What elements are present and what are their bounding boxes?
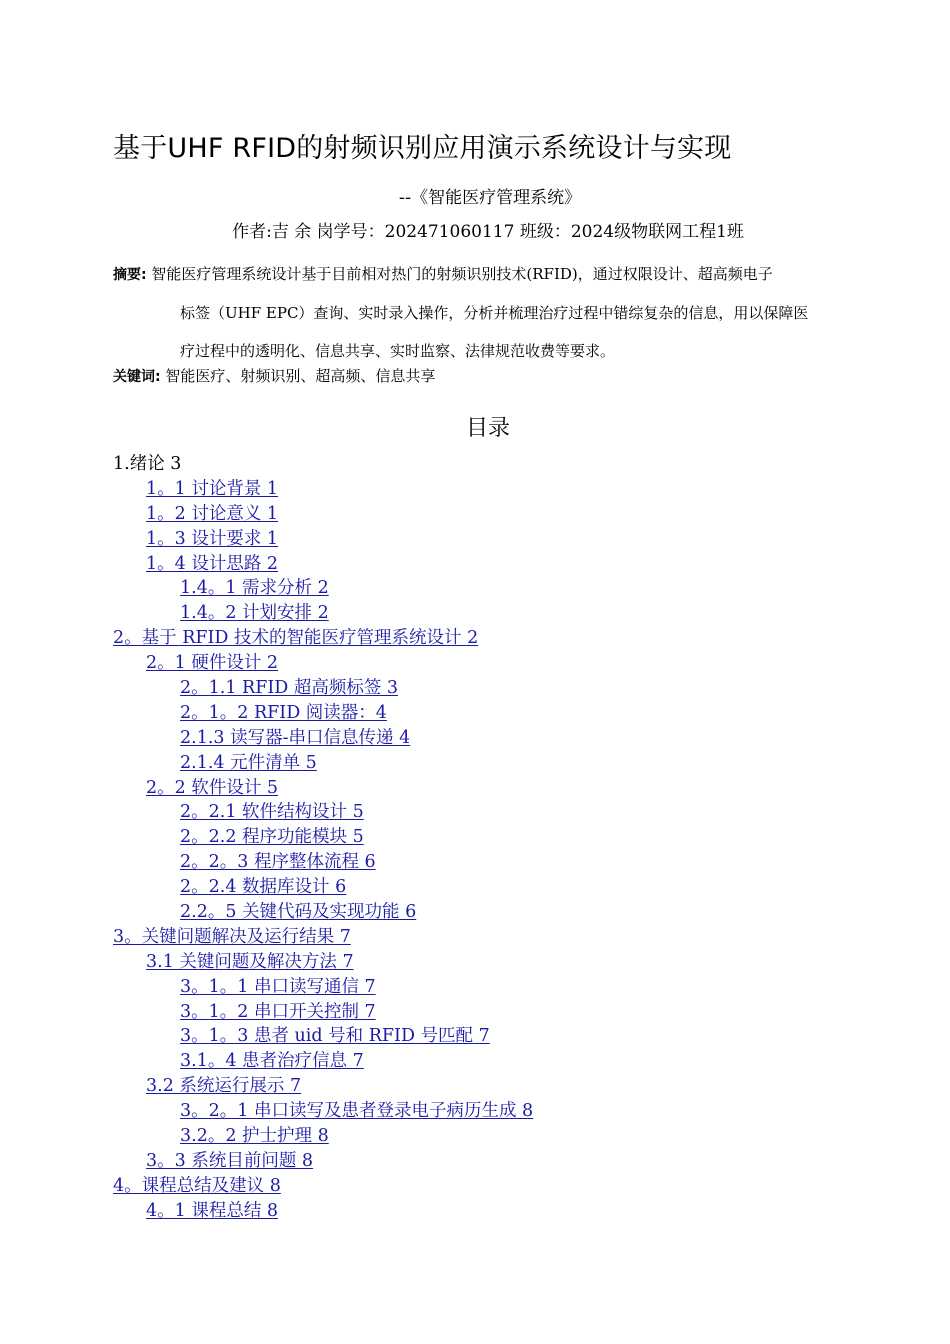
toc-link[interactable]: 2。2。3 程序整体流程 6: [180, 852, 376, 873]
toc-link[interactable]: 3.1。4 患者治疗信息 7: [180, 1051, 364, 1072]
toc-entry: [113, 875, 873, 900]
toc-link[interactable]: 1。1 讨论背景 1: [146, 478, 279, 499]
toc-link[interactable]: 2。1。2 RFID 阅读器：4: [180, 702, 387, 723]
toc-link[interactable]: 3。1。1 串口读写通信 7: [180, 976, 376, 997]
abstract-text-1: 智能医疗管理系统设计基于目前相对热门的射频识别技术(RFID)，通过权限设计、超高频电子: [151, 265, 773, 283]
abstract-line-2: 标签（UHF EPC）查询、实时录入操作，分析并梳理治疗过程中错综复杂的信息，用以保障医: [180, 304, 809, 322]
toc-entry: [113, 1000, 873, 1025]
toc-entry: [113, 527, 873, 552]
abstract-block: [113, 255, 865, 370]
toc-link[interactable]: 3.2 系统运行展示 7: [146, 1076, 302, 1097]
toc-entry: [113, 751, 873, 776]
toc-link[interactable]: 3。2。1 串口读写及患者登录电子病历生成 8: [180, 1101, 534, 1122]
toc-link[interactable]: 3。3 系统目前问题 8: [146, 1150, 314, 1171]
toc-link[interactable]: 3.2。2 护士护理 8: [180, 1126, 329, 1147]
toc-entry: [113, 1124, 873, 1149]
toc-link[interactable]: 1.4。2 计划安排 2: [180, 603, 329, 624]
abstract-line-3: 疗过程中的透明化、信息共享、实时监察、法律规范收费等要求。: [180, 342, 616, 360]
toc-entry: [113, 850, 873, 875]
toc-entry: [113, 800, 873, 825]
toc-entry: [113, 477, 873, 502]
toc-entry: [113, 900, 873, 925]
toc-entry: [113, 701, 873, 726]
toc-link[interactable]: 2。基于 RFID 技术的智能医疗管理系统设计 2: [113, 628, 479, 649]
toc-entry: [113, 1074, 873, 1099]
toc-link[interactable]: 2。1 硬件设计 2: [146, 653, 279, 674]
toc-entry: [113, 1149, 873, 1174]
toc-entry: [113, 925, 873, 950]
toc-entry: [113, 1199, 873, 1224]
toc-link[interactable]: 2。2.4 数据库设计 6: [180, 877, 347, 898]
toc-link[interactable]: 3。1。2 串口开关控制 7: [180, 1001, 376, 1022]
table-of-contents: [113, 452, 873, 1224]
toc-link[interactable]: 2.2。5 关键代码及实现功能 6: [180, 902, 417, 923]
toc-entry: [113, 1174, 873, 1199]
toc-link[interactable]: 3。关键问题解决及运行结果 7: [113, 926, 351, 947]
author-line: 作者:吉 余 岗学号：202471060117 班级：2024级物联网工程1班: [232, 222, 744, 242]
toc-link[interactable]: 1。2 讨论意义 1: [146, 503, 279, 524]
toc-link[interactable]: 4。1 课程总结 8: [146, 1200, 279, 1221]
toc-entry: [113, 626, 873, 651]
keywords-label: 关键词:: [113, 369, 161, 385]
abstract-label: 摘要:: [113, 267, 147, 283]
toc-entry: [113, 776, 873, 801]
toc-link[interactable]: 2。2 软件设计 5: [146, 777, 279, 798]
abstract-line-1: [113, 255, 865, 294]
toc-link[interactable]: 2.1.4 元件清单 5: [180, 752, 317, 773]
document-title: 基于UHF RFID的射频识别应用演示系统设计与实现: [113, 133, 732, 164]
toc-link[interactable]: 2.1.3 读写器-串口信息传递 4: [180, 727, 411, 748]
keywords-block: [113, 364, 435, 389]
toc-entry: [113, 975, 873, 1000]
keywords-text: 智能医疗、射频识别、超高频、信息共享: [165, 367, 436, 385]
toc-link[interactable]: 2。1.1 RFID 超高频标签 3: [180, 678, 399, 699]
toc-entry: [113, 452, 873, 477]
toc-entry: [113, 601, 873, 626]
toc-entry: [113, 1024, 873, 1049]
toc-entry: [113, 825, 873, 850]
toc-link[interactable]: 1。3 设计要求 1: [146, 528, 279, 549]
toc-link[interactable]: 3.1 关键问题及解决方法 7: [146, 951, 354, 972]
toc-entry: [113, 651, 873, 676]
toc-entry: [113, 726, 873, 751]
toc-entry: [113, 552, 873, 577]
toc-link[interactable]: 3。1。3 患者 uid 号和 RFID 号匹配 7: [180, 1026, 490, 1047]
toc-entry: [113, 1099, 873, 1124]
toc-entry: [113, 950, 873, 975]
toc-entry: [113, 502, 873, 527]
toc-link[interactable]: 1。4 设计思路 2: [146, 553, 279, 574]
toc-link[interactable]: 4。课程总结及建议 8: [113, 1175, 281, 1196]
toc-link[interactable]: 2。2.2 程序功能模块 5: [180, 827, 364, 848]
toc-link[interactable]: 2。2.1 软件结构设计 5: [180, 802, 364, 823]
toc-text: 1.绪论 3: [113, 454, 182, 474]
toc-entry: [113, 576, 873, 601]
document-subtitle: --《智能医疗管理系统》: [398, 188, 582, 208]
toc-entry: [113, 1049, 873, 1074]
toc-title: 目录: [465, 416, 510, 441]
toc-link[interactable]: 1.4。1 需求分析 2: [180, 578, 329, 599]
toc-entry: [113, 676, 873, 701]
